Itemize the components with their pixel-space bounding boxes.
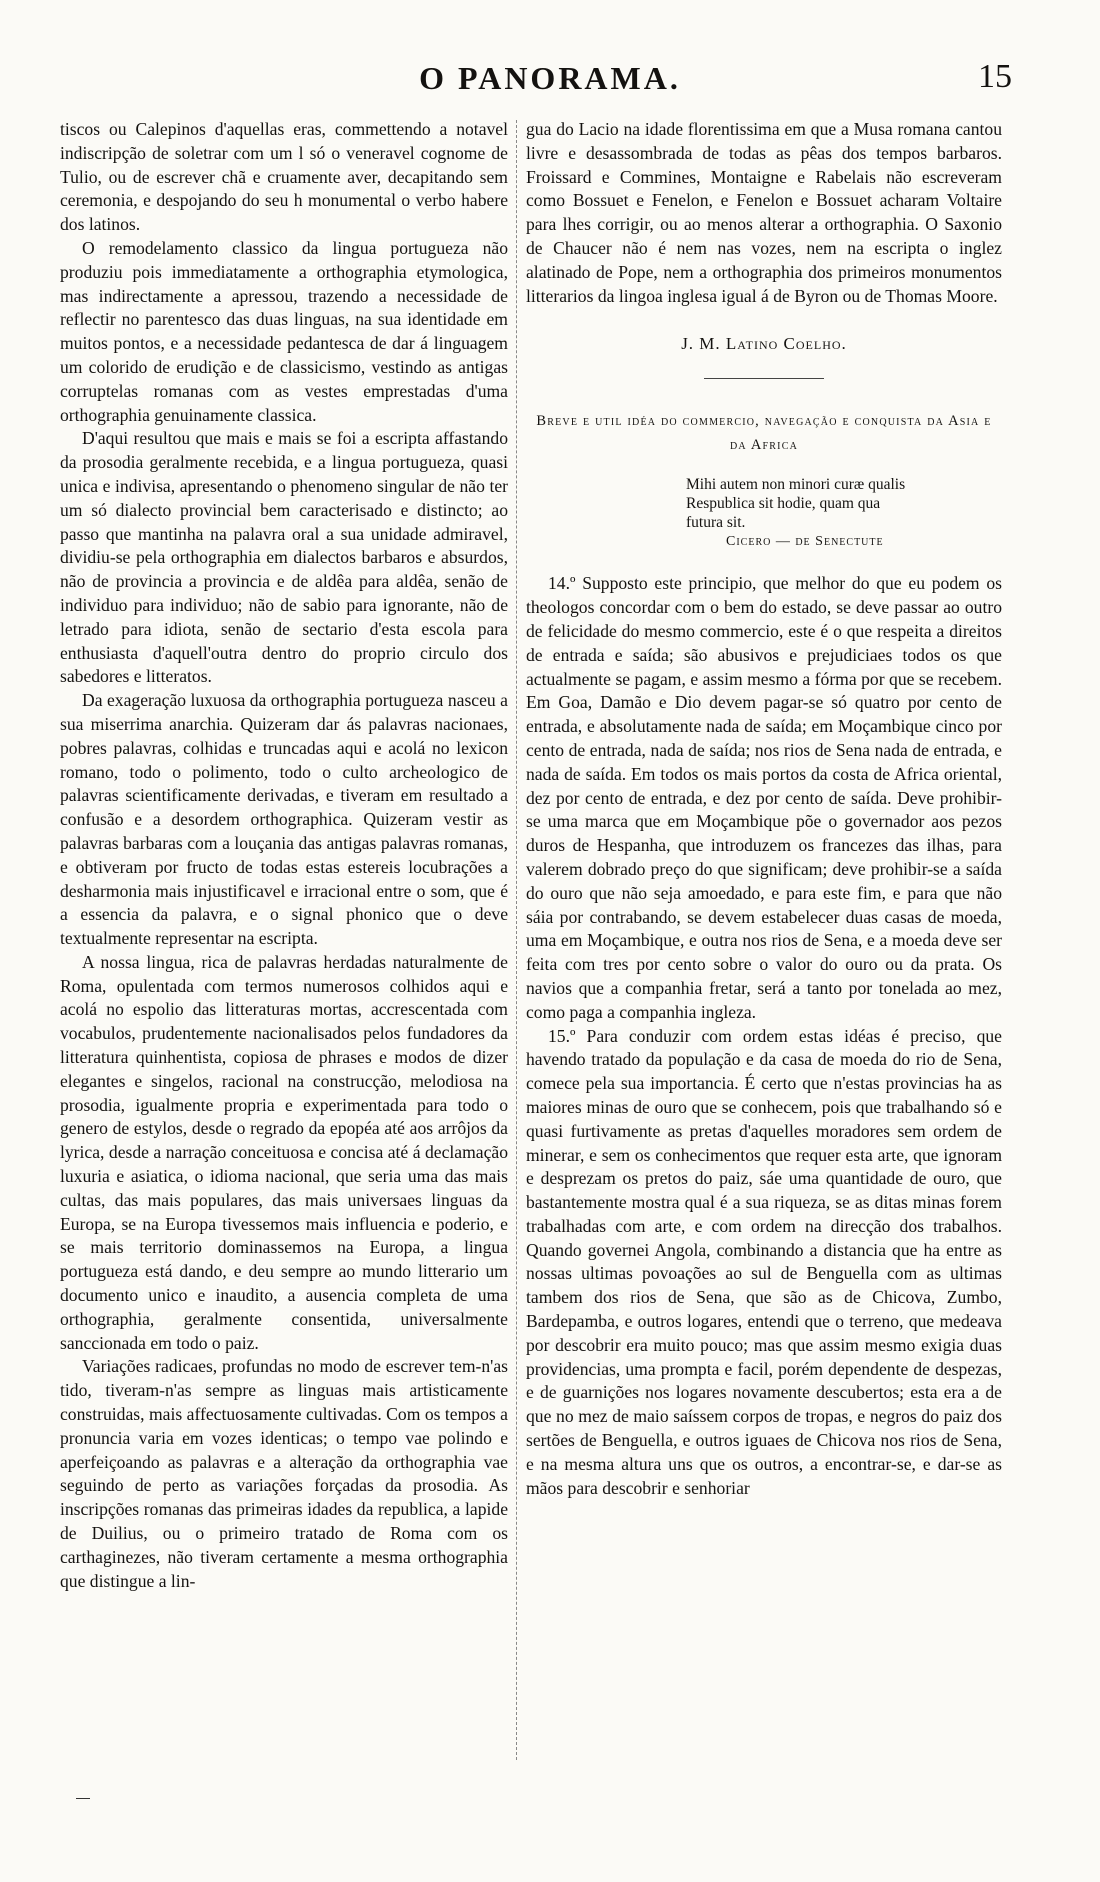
epigraph-line: futura sit. <box>686 514 746 532</box>
article-title: Breve e util idéa do commercio, navegação e conquista da Asia e da Africa <box>536 413 992 454</box>
paragraph-continuation: gua do Lacio na idade florentissima em que a Musa romana cantou livre e desassombrada de todas as pêas dos tempos barbaros. Froissard e Commines, Montaigne e Rabelais não escreveram como Bossuet e Fenelon, e Fenelon e Bossuet acharam Voltaire para lhes corrigir, ou ao menos alterar a orthographia. O Saxonio de Chaucer não é nem nas vozes, nem na escripta o inglez alatinado de Pope, nem a orthographia dos primeiros monumentos litterarios da lingoa inglesa igual á de Byron ou de Thomas Moore. <box>526 119 1002 306</box>
paragraph: A nossa lingua, rica de palavras herdadas naturalmente de Roma, opulentada com termos numerosos colhidos aqui e acolá no espolio das litteraturas mortas, accrescentada com vocabulos, prudentemente nacionalisados pelos fundadores da litteratura quinhentista, copiosa de phrases e modos de dizer elegantes e singelos, racional na construcção, melodiosa na prosodia, igualmente propria e experimentada para todo o genero de estylos, desde o regrado da epopéa até aos arrôjos da lyrica, desde a narração conceituosa e concisa até á declamação luxuria e asiatica, o idioma nacional, que seria uma das mais cultas, das mais populares, das mais universaes linguas da Europa, se na Europa tivessemos mais influencia e poderio, e se mais territorio dominassemos na Europa, a lingua portugueza está dando, e deu sempre ao mundo litterario um documento unico e inaudito, a ausencia completa de uma orthographia, geralmente consentida, universalmente sanccionada em todo o paiz. <box>60 951 508 1353</box>
column-divider <box>516 120 517 1760</box>
epigraph-line: Respublica sit hodie, quam qua <box>686 495 881 513</box>
page-number: 15 <box>978 58 1012 95</box>
masthead-title: O PANORAMA. <box>419 60 681 96</box>
paragraph: Variações radicaes, profundas no modo de escrever tem-n'as tido, tiveram-n'as sempre as linguas mais artisticamente construidas, mais affectuosamente cultivadas. Com os tempos a pronuncia varia em vozes identicas; o tempo vae polindo e aperfeiçoando as palavras e a alteração da orthographia vae seguindo de perto as variações forçadas da prosodia. As inscripções romanas das primeiras idades da republica, a lapide de Duilius, ou o primeiro tratado de Roma com os carthaginezes, não tiveram certamente a mesma orthographia que distingue a lin- <box>60 1356 508 1591</box>
paragraph: D'aqui resultou que mais e mais se foi a escripta affastando da prosodia geralmente recebida, e a lingua portugueza, quasi unica e indivisa, apresentando o phenomeno singular de não ter um só dialecto provincial bem caracterisado e distincto; ao passo que mantinha na palavra oral a sua unidade admiravel, dividiu-se pela orthographia em dialectos barbaros e absurdos, não de provincia a provincia e de aldêa para aldêa, senão de individuo para individuo; não de sabio para ignorante, não de letrado para idiota, senão de sectario d'esta escola para enthusiasta d'aquell'outra dentro do proprio circulo dos sabedores e litteratos. <box>60 428 508 687</box>
paragraph: O remodelamento classico da lingua portugueza não produziu pois immediatamente a orthographia etymologica, mas indirectamente a apressou, trazendo a necessidade de reflectir no parentesco das duas linguas, na sua identidade em muitos pontos, e a necessidade pedantesca de dar á linguagem um colorido de erudição e de classicismo, vestindo as antigas corruptelas romanas com as vestes emprestadas d'uma orthographia genuinamente classica. <box>60 237 508 425</box>
author-signature: J. M. Latino Coelho. <box>681 334 847 354</box>
epigraph-attribution: Cicero — de Senectute <box>726 534 884 550</box>
page-header <box>0 48 1100 108</box>
paragraph-continuation: tiscos ou Calepinos d'aquellas eras, commettendo a notavel indiscripção de soletrar com um l só o veneravel cognome de Tulio, ou de escrever chã e cruamente aver, decapitando sem ceremonia, e despojando do seu h monumental o verbo habere dos latinos. <box>60 119 508 235</box>
epigraph-line: Mihi autem non minori curæ qualis <box>686 476 906 494</box>
paragraph: Da exageração luxuosa da orthographia portugueza nasceu a sua miserrima anarchia. Quizeram dar ás palavras nacionaes, pobres palavras, colhidas e truncadas aqui e acolá no lexicon romano, todo o polimento, todo o culto archeologico de palavras scientificamente derivadas, e tiveram em resultado a confusão e a desordem orthographica. Quizeram vestir as palavras barbaras com a louçania das antigas palavras romanas, e obtiveram por fructo de todas estas estereis locubrações a desharmonia mais injustificavel e irracional entre o som, que é a essencia da palavra, e o signal phonico que o deve textualmente representar na escripta. <box>60 690 508 949</box>
section-rule <box>704 378 824 379</box>
right-column <box>526 118 1002 1500</box>
paragraph: 14.º Supposto este principio, que melhor do que eu podem os theologos concordar com o bem do estado, se deve passar ao outro de felicidade do mesmo commercio, este é o que respeita a direitos de entrada e saída; são abusivos e prejudiciaes todos os que actualmente se pagam, e assim mesmo a fórma por que se recebem. Em Goa, Damão e Dio devem pagar-se só quatro por cento de entrada, e absolutamente nada de saída; em Moçambique cinco por cento de entrada, nada de saída; nos rios de Sena nada de entrada, e nada de saída. Em todos os mais portos da costa de Africa oriental, dez por cento de entrada, e dez por cento de saída. Deve prohibir-se uma marca que em Moçambique põe o governador aos pezos duros de Hespanha, que introduzem os francezes das ilhas, para valerem dobrado preço do que significam; deve prohibir-se a saída do ouro que não seja amoedado, e para este fim, e para que não sáia por contrabando, se devem estabelecer duas casas de moeda, uma em Moçambique, e outra nos rios de Sena, e a moeda deve ser feita com tres por cento sobre o valor do ouro ou da prata. Os navios que a companhia fretar, será a tanto por tonelada ao mez, como paga a companhia ingleza. <box>526 573 1002 1022</box>
epigraph <box>686 475 1002 552</box>
left-column <box>60 118 508 1593</box>
paragraph: 15.º Para conduzir com ordem estas idéas é preciso, que havendo tratado da população e da casa de moeda do rio de Sena, comece pela sua importancia. É certo que n'estas provincias ha as maiores minas de ouro que se conhecem, pois que trabalhando só e quasi furtivamente as pretas d'aquelles moradores sem ordem de minerar, e sem os conhecimentos que requer esta arte, que ignoram e desprezam os pretos do paiz, sáe uma quantidade de ouro, que bastantemente mostra qual é a sua riqueza, se as ditas minas forem trabalhadas com arte, e com ordem na direcção dos trabalhos. Quando governei Angola, combinando a distancia que ha entre as nossas ultimas povoações ao sul de Benguella com as ultimas tambem dos rios de Sena, que são as de Chicova, Zumbo, Bardepamba, e outros logares, entendi que o terreno, que medeava por descobrir era muito pouco; mas que assim mesmo exigia duas providencias, uma prompta e facil, porém dependente de despezas, e de guarnições nos logares novamente descubertos; esta era a de que no mez de maio saíssem corpos de tropas, e negros do paiz dos sertões de Benguella, e outros iguaes de Chicova nos rios de Sena, e na mesma altura uns que os outros, a encontrar-se, e dar-se as mãos para descobrir e senhoriar <box>526 1025 1002 1498</box>
footer-mark <box>76 1798 90 1799</box>
